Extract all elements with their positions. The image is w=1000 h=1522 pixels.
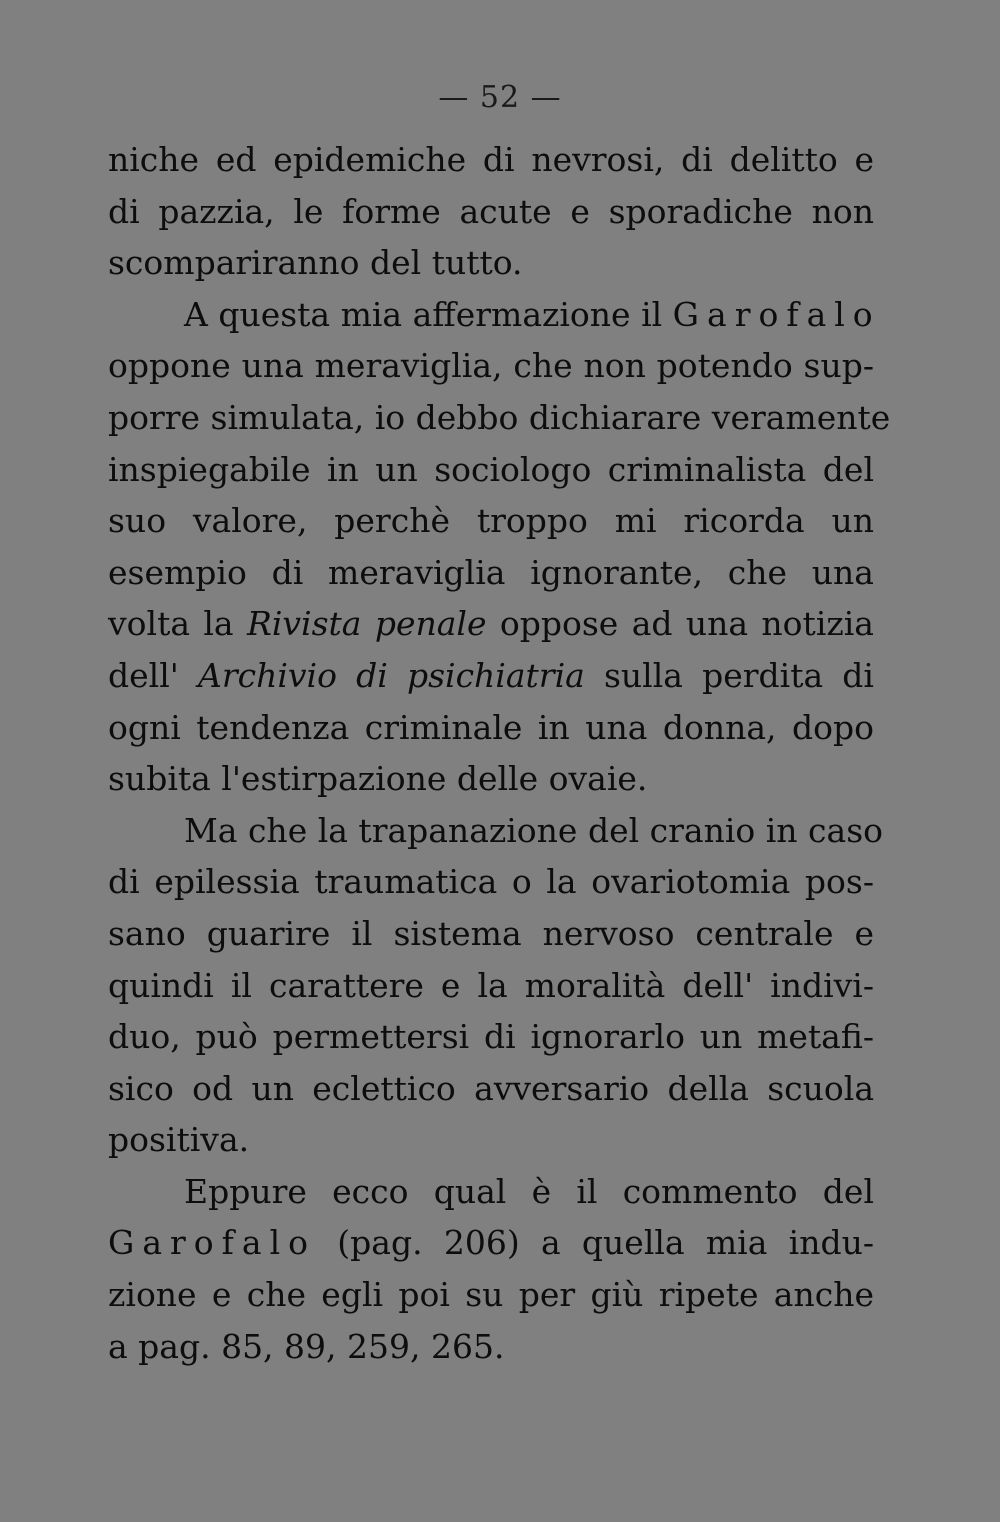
text-line (108, 856, 874, 908)
text-line (108, 598, 874, 650)
text-line (108, 289, 881, 341)
line-text: Ma che la trapanazione del cranio in caso (184, 810, 883, 850)
line-text: volta la (108, 604, 247, 644)
text-line (108, 186, 874, 238)
line-text: duo, può permettersi di ignorarlo un metafi- (108, 1017, 874, 1057)
line-text: sico od un eclettico avversario della scuola (108, 1068, 874, 1108)
text-line (108, 495, 874, 547)
text-line (108, 1114, 874, 1166)
line-text: esempio di meraviglia ignorante, che una (108, 552, 874, 592)
line-text: ogni tendenza criminale in una donna, dopo (108, 707, 874, 747)
line-text: scompariranno del tutto. (108, 243, 523, 283)
line-text: suo valore, perchè troppo mi ricorda un (108, 501, 874, 541)
line-text: zione e che egli poi su per giù ripete anche (108, 1275, 874, 1315)
text-line (108, 444, 874, 496)
text-line (108, 1321, 874, 1373)
text-line (108, 753, 874, 805)
line-text: (pag. 206) a quella mia indu- (316, 1223, 874, 1263)
line-text: A questa mia affermazione il (184, 294, 673, 334)
line-text: positiva. (108, 1120, 250, 1160)
line-text: di pazzia, le forme acute e sporadiche non (108, 191, 874, 231)
text-line (108, 392, 891, 444)
line-text: dell' (108, 655, 198, 695)
author-name: Garofalo (672, 294, 881, 334)
text-line (108, 237, 874, 289)
line-text: inspiegabile in un sociologo criminalista del (108, 449, 874, 489)
text-line (108, 547, 874, 599)
line-text: quindi il carattere e la moralità dell' indivi- (108, 965, 874, 1005)
line-text: sulla perdita di (584, 655, 874, 695)
text-line (108, 1217, 874, 1269)
page-number: — 52 — (438, 80, 562, 115)
text-line (108, 1063, 874, 1115)
line-text: di epilessia traumatica o la ovariotomia pos- (108, 862, 874, 902)
text-line (108, 134, 874, 186)
text-line (108, 960, 874, 1012)
line-text: porre simulata, io debbo dichiarare veramente (108, 397, 891, 437)
text-line (108, 650, 874, 702)
body-text (108, 134, 891, 1372)
line-text: a pag. 85, 89, 259, 265. (108, 1326, 505, 1366)
text-line (108, 1166, 874, 1218)
text-line (108, 908, 874, 960)
text-line (108, 702, 874, 754)
text-line (108, 340, 874, 392)
line-text: sano guarire il sistema nervoso centrale e (108, 913, 874, 953)
journal-title: Rivista penale (246, 604, 487, 644)
text-line (108, 1269, 874, 1321)
line-text: oppose ad una notizia (486, 604, 874, 644)
text-line (108, 1011, 874, 1063)
line-text: Eppure ecco qual è il commento del (184, 1171, 874, 1211)
journal-title: Archivio di psichiatria (198, 655, 585, 695)
author-name: Garofalo (108, 1223, 316, 1263)
line-text: subita l'estirpazione delle ovaie. (108, 759, 648, 799)
line-text: niche ed epidemiche di nevrosi, di delitto e (108, 140, 874, 179)
text-line (108, 805, 883, 857)
line-text: oppone una meraviglia, che non potendo sup- (108, 346, 874, 386)
